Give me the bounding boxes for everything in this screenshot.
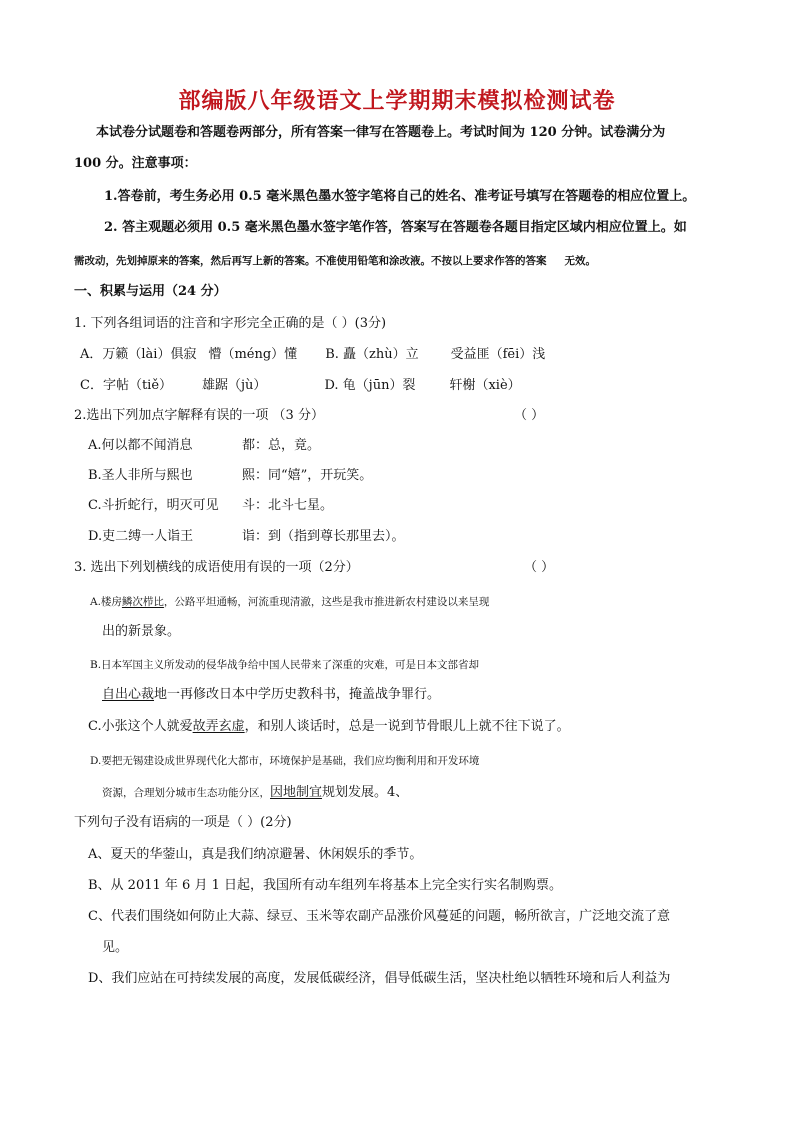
q1-option-c: C．字帖（tiě） (80, 378, 173, 393)
q3-c-idiom: 故弄玄虚 (192, 719, 245, 734)
q3-b-idiom: 自出心裁 (102, 687, 155, 702)
intro-line-2: 100 分。注意事项： (74, 156, 197, 171)
note-2-continued (74, 253, 596, 269)
q4-option-d: D、我们应站在可持续发展的高度，发展低碳经济，倡导低碳生活，坚决杜绝以牺牲环境和后人利益为 (88, 971, 671, 986)
q3-d-text-post: 规划发展。4、 (322, 785, 409, 800)
q2-option-b-gloss: 熙：同“嬉”，开玩笑。 (242, 468, 373, 483)
section-1-heading: 一、积累与运用（24 分） (74, 284, 227, 299)
q2-option-c: C.斗折蛇行，明灭可见 (88, 498, 219, 513)
question-3-stem: 3. 选出下列划横线的成语使用有误的一项（2分） (74, 560, 359, 575)
q1-option-b-part2: 受益匪（fēi）浅 (450, 347, 546, 362)
q4-option-b: B、从 2011 年 6 月 1 日起，我国所有动车组列车将基本上完全实行实名制购票。 (88, 878, 562, 893)
q2-option-d: D.吏二缚一人诣王 (88, 529, 194, 544)
q1-option-c-part2: 雄踞（jù） (202, 378, 267, 393)
q3-option-d-continued (102, 785, 408, 801)
q2-option-a-gloss: 都：总，竟。 (242, 438, 321, 453)
q3-c-text-post: ，和别人谈话时，总是一说到节骨眼儿上就不往下说了。 (244, 719, 570, 734)
q3-d-idiom: 因地制宜 (270, 785, 323, 800)
note-2-text: 需改动，先划掉原来的答案，然后再写上新的答案。不准使用铅笔和涂改液。不按以上要求作答的答案 (74, 255, 547, 267)
q1-option-d-part2: 轩榭（xiè） (449, 378, 521, 393)
q1-option-a-part2: 懵（méng）懂 (208, 347, 298, 362)
question-2-answer-paren: （ ） (514, 408, 545, 423)
q3-c-text: C.小张这个人就爱 (88, 719, 193, 734)
q3-a-text-post: ，公路平坦通畅，河流重现清澈，这些是我市推进新农村建设以来呈现 (163, 596, 490, 608)
question-3-answer-paren: （ ） (524, 560, 555, 575)
q2-option-d-gloss: 诣：到（指到尊长那里去）。 (242, 529, 405, 544)
question-1-row-ab (80, 347, 545, 363)
question-1-row-cd (80, 378, 521, 394)
q1-option-d: D. 龟（jūn）裂 (324, 378, 416, 393)
question-2-stem: 2.选出下列加点字解释有误的一项 （3 分） (74, 408, 324, 423)
note-1: 1.答卷前，考生务必用 0.5 毫米黑色墨水签字笔将自己的姓名、准考证号填写在答题卷的相应位置上。 (104, 189, 696, 204)
q4-option-c: C、代表们围绕如何防止大蒜、绿豆、玉米等农副产品涨价风蔓延的问题，畅所欲言，广泛地交流了意 (88, 909, 670, 924)
q3-option-b: B.日本军国主义所发动的侵华战争给中国人民带来了深重的灾难，可是日本文部省却 (90, 659, 480, 671)
q1-option-a: A．万籁（lài）俱寂 (80, 347, 197, 362)
page-title: 部编版八年级语文上学期期末模拟检测试卷 (178, 89, 616, 114)
q4-option-a: A、夏天的华蓥山，真是我们纳凉避暑、休闲娱乐的季节。 (88, 847, 423, 862)
q4-option-c-continued: 见。 (102, 940, 129, 955)
q3-option-a (90, 594, 489, 610)
note-2: 2. 答主观题必须用 0.5 毫米黑色墨水签字笔作答，答案写在答题卷各题目指定区域内相应位置上。如 (104, 220, 687, 235)
q3-option-d: D.要把无锡建设成世界现代化大都市，环境保护是基础，我们应均衡利用和开发环境 (90, 755, 480, 767)
q3-option-a-continued: 出的新景象。 (102, 624, 181, 639)
q3-option-b-continued (102, 687, 440, 703)
q2-option-b: B.圣人非所与熙也 (88, 468, 193, 483)
q3-option-c (88, 719, 570, 735)
question-1-stem: 1. 下列各组词语的注音和字形完全正确的是（ ）(3分) (74, 316, 387, 331)
q2-option-a: A.何以都不闻消息 (88, 438, 193, 453)
q2-option-c-gloss: 斗：北斗七星。 (242, 498, 334, 513)
note-2-tail: 无效。 (564, 255, 596, 267)
q1-option-b: B. 矗（zhù）立 (325, 347, 419, 362)
question-4-stem: 下列句子没有语病的一项是（ ）(2分) (74, 815, 292, 830)
q3-a-text: A.楼房 (90, 596, 122, 608)
q3-a-idiom: 鳞次栉比 (121, 596, 164, 608)
q3-d-text: 资源，合理划分城市生态功能分区， (102, 787, 270, 799)
intro-line-1: 本试卷分试题卷和答题卷两部分，所有答案一律写在答题卷上。考试时间为 120 分钟。试卷满分为 (96, 125, 666, 140)
q3-b-text-post: 地一再修改日本中学历史教科书，掩盖战争罪行。 (154, 687, 441, 702)
